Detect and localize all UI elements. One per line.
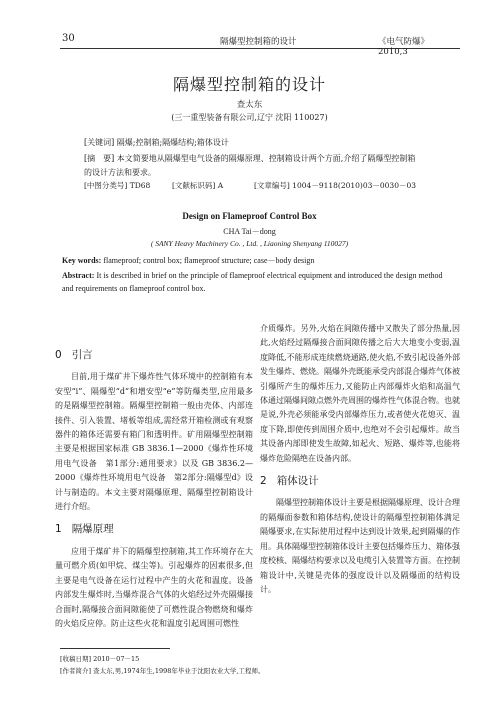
section-heading-box bbox=[260, 474, 460, 488]
running-header bbox=[60, 32, 460, 57]
running-title: 隔爆型控制箱的设计 bbox=[220, 37, 297, 47]
clc-number: [中图分类号] TD68 bbox=[84, 181, 151, 190]
principle-paragraph-continued: 介质爆炸。另外,火焰在间隙传播中又散失了部分热量,因此,火焰经过隔爆接合面间隙传播之后大大地变小变弱,温度降低,不能形成连续燃烧通路,使火焰,不致引起设备外部发生爆炸、燃烧。隔爆外壳既能承受内部混合爆炸气体被引爆所产生的爆炸压力,又能防止内部爆炸火焰和高温气体通过隔爆间隙点燃外壳周围的爆炸性气体混合物。也就是说,外壳必须能承受内部爆炸压力,或者使火花熄灭、温度下降,即使传到周围介质中,也绝对不会引起爆炸。故当其设备内部即使发生故障,如起火、短路、爆炸等,也能将爆炸危险隔绝在设备内部。 bbox=[260, 324, 460, 463]
abstract-text: 本文简要地从隔爆型电气设备的隔爆原理、控制箱设计两个方面,介绍了隔爆型控制箱的设计方法和要求。 bbox=[84, 154, 416, 177]
section-heading-principle bbox=[55, 522, 253, 536]
english-abstract bbox=[62, 269, 452, 295]
section-number: 1 bbox=[55, 523, 62, 536]
footnote-divider bbox=[60, 648, 170, 649]
footnote-received: [收稿日期] 2010－07－15 bbox=[60, 655, 140, 663]
english-author: CHA Tai－dong bbox=[223, 227, 276, 236]
keywords-label: [关键词] bbox=[84, 138, 115, 147]
author-name: 查太东 bbox=[236, 100, 263, 110]
right-column bbox=[260, 322, 460, 603]
english-keywords-text: flameproof; control box; flameproof structure; case－body design bbox=[101, 256, 315, 265]
section-number: 0 bbox=[55, 349, 62, 361]
intro-paragraph: 目前,用于煤矿井下爆炸性气体环境中的控制箱有本安型“i”、隔爆型“d”和增安型“e”等防爆类型,应用最多的是隔爆型控制箱。隔爆型控制箱一般由壳体、内部连接件、引入装置、堵板等组成,需经常开箱检测或有观察器件的箱体还需要有箱门和透明件。矿用隔爆型控制箱主要是根据国家标准 GB 3836.1—2000《爆炸性环境用电气设备 第1部分:通用要求》以及 GB 3836.2—2000《爆炸性环境用电气设备 第2部分:隔爆型d》设计与制造的。本文主要对隔爆原理、隔爆型控制箱设计进行介绍。 bbox=[55, 372, 253, 512]
keywords-cn bbox=[84, 137, 229, 148]
section-title: 引言 bbox=[71, 349, 93, 361]
document-code: [文献标识码] A bbox=[172, 181, 224, 190]
article-number: [文章编号] 1004－9118(2010)03－0030－03 bbox=[254, 181, 417, 190]
footnote-author-bio: [作者简介] 查太东,男,1974年生,1998年毕业于沈阳农业大学,工程师。 bbox=[60, 667, 265, 675]
keywords-text: 隔爆;控制箱;隔爆结构;箱体设计 bbox=[116, 138, 229, 147]
box-design-paragraph: 隔爆型控制箱体设计主要是根据隔爆原理、设计合理的隔爆面参数和箱体结构,使设计的隔爆型控制箱体满足隔爆要求,在实际使用过程中达到设计效果,起到隔爆的作用。具体隔爆型控制箱体设计主要包括爆炸压力、箱体强度校核、隔爆结构要求以及电缆引入装置等方面。在控制箱设计中,关键是壳体的强度设计以及隔爆面的结构设计。 bbox=[260, 498, 460, 594]
english-keywords-label: Key words: bbox=[62, 256, 102, 265]
english-abstract-label: Abstract: bbox=[62, 271, 95, 280]
english-title: Design on Flameproof Control Box bbox=[182, 211, 317, 221]
section-number: 2 bbox=[260, 475, 267, 488]
left-column bbox=[55, 348, 253, 637]
principle-paragraph: 应用于煤矿井下的隔爆型控制箱,其工作环境存在大量可燃介质(如甲烷、煤尘等)。引起爆炸的因素很多,但主要是电气设备在运行过程中产生的火花和温度。设备内部发生爆炸时,当爆炸混合气体的火焰经过外壳隔爆接合面时,隔爆接合面间隙能使了可燃性混合物燃烧和爆炸的火焰反应停。防止这些火花和温度引起周围可燃性 bbox=[55, 546, 253, 628]
author-affiliation: (三一重型装备有限公司,辽宁 沈阳 110027) bbox=[171, 113, 328, 122]
journal-name: 《电气防爆》 2010,3 bbox=[378, 37, 430, 57]
section-title: 隔爆原理 bbox=[71, 523, 114, 536]
english-abstract-text: It is described in brief on the principle of flameproof electrical equipment and introduced the design method and requirements on flameproof control box. bbox=[62, 271, 443, 293]
section-title: 箱体设计 bbox=[276, 475, 319, 488]
section-heading-intro bbox=[55, 348, 253, 362]
english-keywords bbox=[62, 255, 314, 266]
page-number: 30 bbox=[62, 33, 75, 44]
abstract-label: [摘 要] bbox=[84, 154, 115, 163]
english-affiliation: ( SANY Heavy Machinery Co. , Ltd. , Liaoning Shenyang 110027) bbox=[150, 239, 349, 248]
abstract-cn bbox=[84, 152, 420, 180]
article-title: 隔爆型控制箱的设计 bbox=[172, 75, 326, 94]
